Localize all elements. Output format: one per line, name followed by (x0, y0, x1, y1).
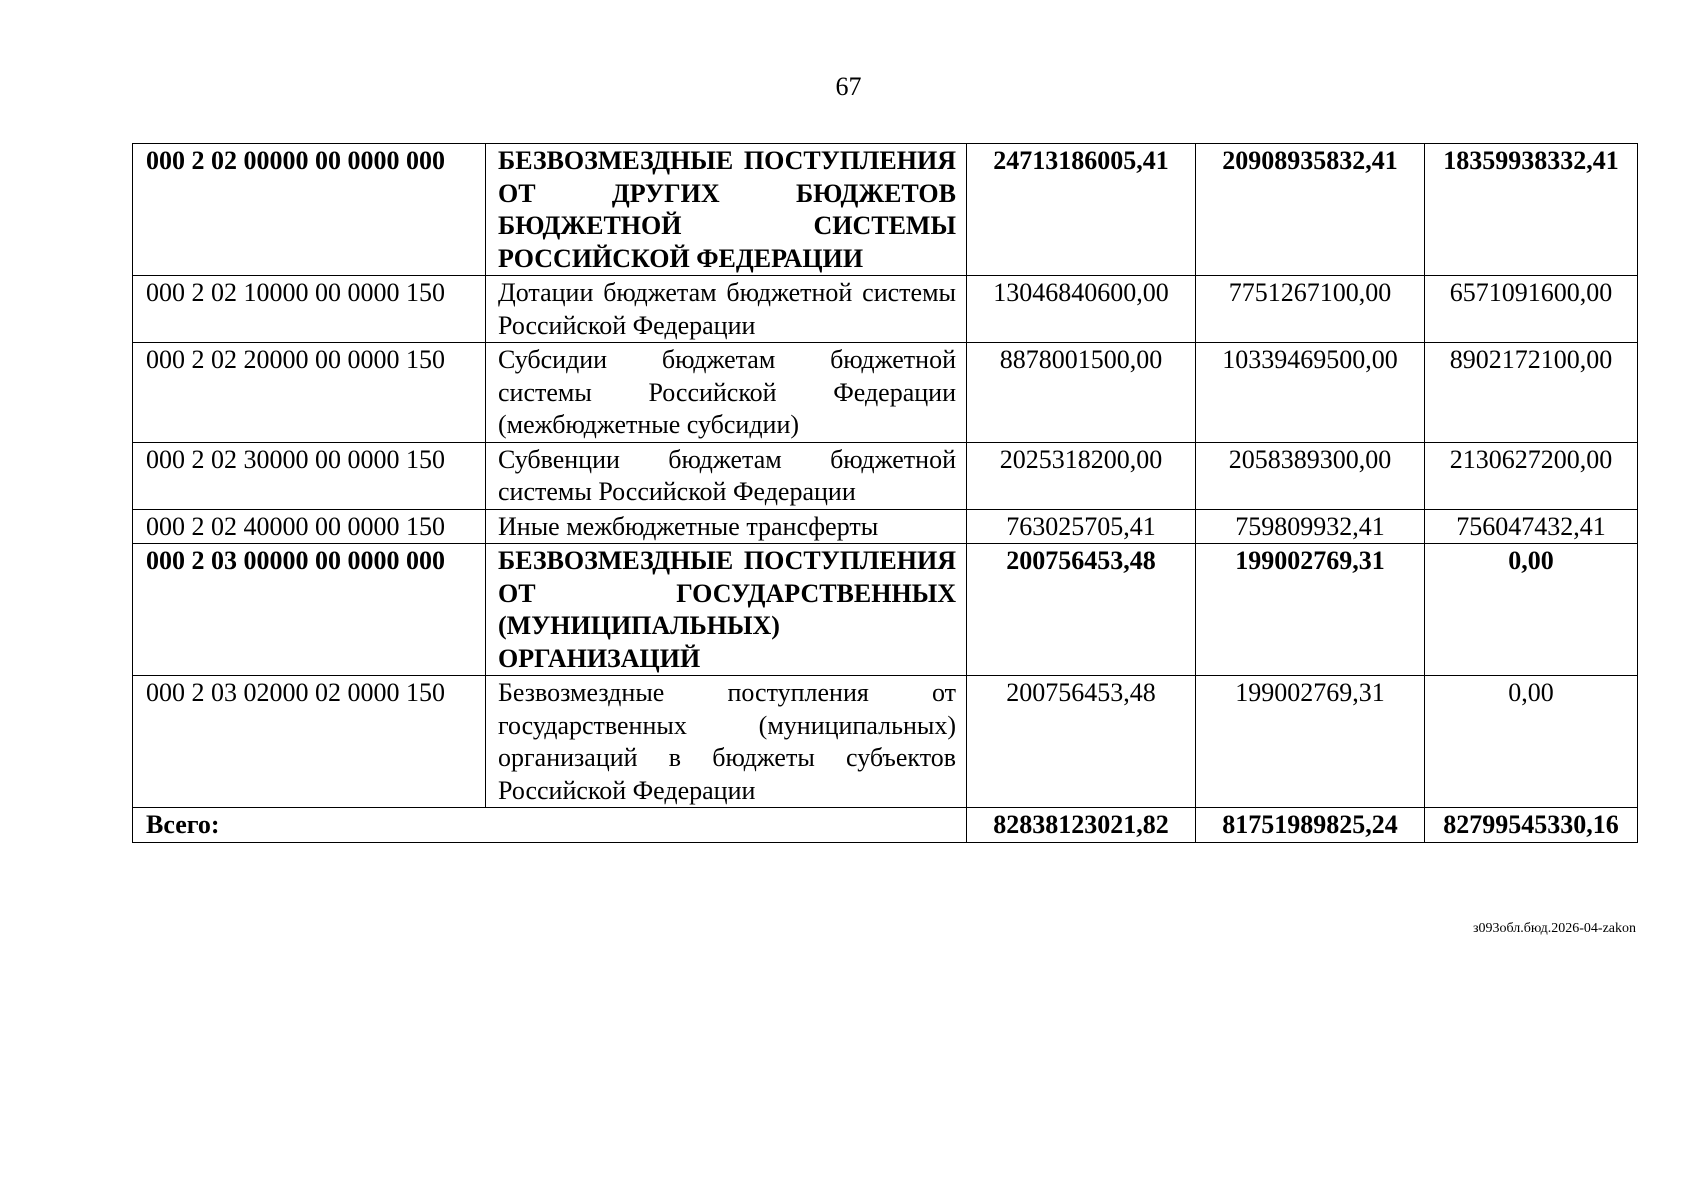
value-year-3: 6571091600,00 (1425, 276, 1638, 343)
value-year-1: 2025318200,00 (967, 442, 1196, 509)
item-name: Дотации бюджетам бюджетной системы Российской Федерации (486, 276, 967, 343)
item-name: Субвенции бюджетам бюджетной системы Российской Федерации (486, 442, 967, 509)
budget-code: 000 2 02 00000 00 0000 000 (133, 144, 486, 276)
page-number: 67 (835, 72, 862, 101)
item-name: Безвозмездные поступления от государственных (муниципальных) организаций в бюджеты субъектов Российской Федерации (486, 676, 967, 808)
value-year-1: 13046840600,00 (967, 276, 1196, 343)
value-year-3: 18359938332,41 (1425, 144, 1638, 276)
item-name: БЕЗВОЗМЕЗДНЫЕ ПОСТУПЛЕНИЯ ОТ ГОСУДАРСТВЕННЫХ (МУНИЦИПАЛЬНЫХ) ОРГАНИЗАЦИЙ (486, 544, 967, 676)
value-year-2: 2058389300,00 (1196, 442, 1425, 509)
budget-table (132, 143, 1638, 843)
table-row (133, 509, 1638, 544)
value-year-1: 763025705,41 (967, 509, 1196, 544)
budget-code: 000 2 02 40000 00 0000 150 (133, 509, 486, 544)
table-row (133, 544, 1638, 676)
value-year-2: 10339469500,00 (1196, 343, 1425, 443)
budget-code: 000 2 02 10000 00 0000 150 (133, 276, 486, 343)
total-year-2: 81751989825,24 (1196, 808, 1425, 843)
budget-code: 000 2 02 20000 00 0000 150 (133, 343, 486, 443)
item-name: БЕЗВОЗМЕЗДНЫЕ ПОСТУПЛЕНИЯ ОТ ДРУГИХ БЮДЖЕТОВ БЮДЖЕТНОЙ СИСТЕМЫ РОССИЙСКОЙ ФЕДЕРАЦИИ (486, 144, 967, 276)
value-year-3: 0,00 (1425, 676, 1638, 808)
value-year-3: 756047432,41 (1425, 509, 1638, 544)
table-row (133, 276, 1638, 343)
value-year-2: 199002769,31 (1196, 544, 1425, 676)
value-year-3: 8902172100,00 (1425, 343, 1638, 443)
table-row (133, 144, 1638, 276)
budget-code: 000 2 02 30000 00 0000 150 (133, 442, 486, 509)
value-year-3: 2130627200,00 (1425, 442, 1638, 509)
budget-code: 000 2 03 00000 00 0000 000 (133, 544, 486, 676)
total-label: Всего: (133, 808, 967, 843)
document-footer-code: з093обл.бюд.2026-04-zakon (1472, 921, 1636, 936)
total-year-3: 82799545330,16 (1425, 808, 1638, 843)
total-row (133, 808, 1638, 843)
value-year-2: 759809932,41 (1196, 509, 1425, 544)
value-year-1: 200756453,48 (967, 676, 1196, 808)
value-year-2: 7751267100,00 (1196, 276, 1425, 343)
item-name: Иные межбюджетные трансферты (486, 509, 967, 544)
table-row (133, 442, 1638, 509)
value-year-2: 20908935832,41 (1196, 144, 1425, 276)
budget-code: 000 2 03 02000 02 0000 150 (133, 676, 486, 808)
value-year-1: 24713186005,41 (967, 144, 1196, 276)
value-year-1: 200756453,48 (967, 544, 1196, 676)
table-row (133, 676, 1638, 808)
item-name: Субсидии бюджетам бюджетной системы Российской Федерации (межбюджетные субсидии) (486, 343, 967, 443)
value-year-3: 0,00 (1425, 544, 1638, 676)
value-year-1: 8878001500,00 (967, 343, 1196, 443)
total-year-1: 82838123021,82 (967, 808, 1196, 843)
value-year-2: 199002769,31 (1196, 676, 1425, 808)
table-row (133, 343, 1638, 443)
